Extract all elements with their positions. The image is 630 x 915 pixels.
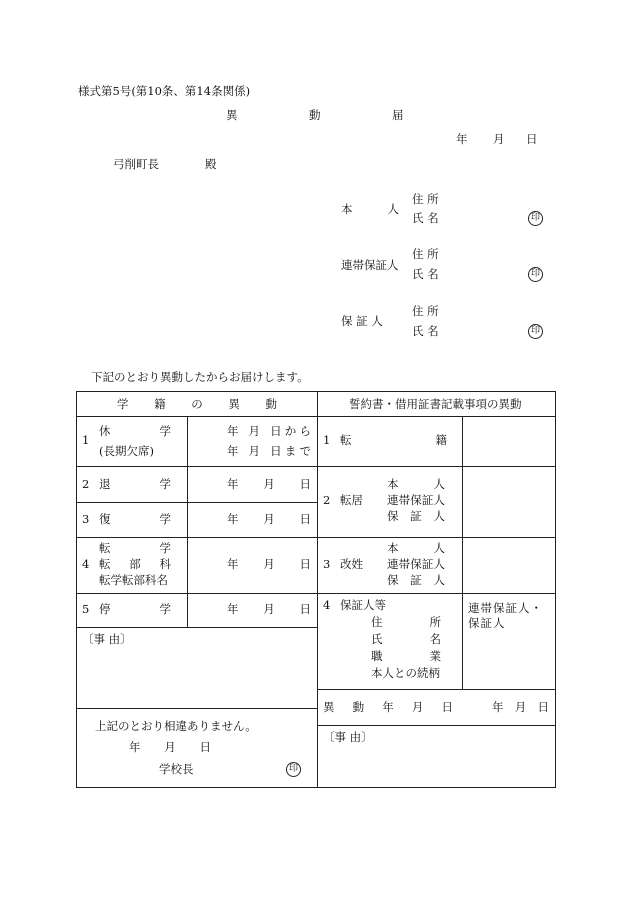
rule bbox=[77, 416, 317, 417]
address-label: 住 所 bbox=[412, 192, 439, 206]
seal-icon: 印 bbox=[286, 762, 301, 777]
move-date-label: 異 動 年 月 日 bbox=[323, 700, 453, 714]
reason-label: 〔事 由〕 bbox=[82, 632, 132, 646]
confirm-text: 上記のとおり相違ありません。 bbox=[95, 719, 257, 733]
name-label: 氏 名 bbox=[412, 211, 439, 225]
row-item: 連帯保証人 bbox=[387, 557, 445, 571]
seal-icon: 印 bbox=[528, 324, 543, 339]
row-date-from: 年 月 日から bbox=[227, 424, 311, 438]
rule bbox=[77, 708, 317, 709]
name-label: 氏 名 bbox=[412, 324, 439, 338]
rule bbox=[317, 725, 556, 726]
header-day: 日 bbox=[526, 132, 538, 146]
signatory-role: 保 証 人 bbox=[341, 314, 383, 328]
intro-text: 下記のとおり異動したからお届けします。 bbox=[91, 370, 309, 384]
rule bbox=[77, 593, 317, 594]
rule bbox=[77, 502, 317, 503]
principal-label: 学校長 bbox=[159, 762, 194, 776]
signatory-role: 連帯保証人 bbox=[341, 258, 399, 272]
rule bbox=[317, 466, 556, 467]
header-month: 月 bbox=[493, 132, 505, 146]
rule bbox=[77, 627, 317, 628]
row-number: 5 bbox=[82, 602, 90, 616]
change-table bbox=[76, 391, 556, 788]
addressee: 弓削町長 bbox=[113, 157, 159, 171]
reason-label: 〔事 由〕 bbox=[323, 730, 373, 744]
left-date-divider bbox=[187, 416, 188, 627]
row-number: 3 bbox=[323, 557, 331, 571]
row-item: 保 証 人 bbox=[387, 509, 445, 523]
row-label: 復 学 bbox=[99, 512, 171, 526]
rule bbox=[317, 416, 556, 417]
row-label: 保証人等 bbox=[340, 598, 386, 612]
honorific: 殿 bbox=[205, 157, 217, 171]
confirm-date: 年 月 日 bbox=[129, 740, 211, 754]
row-date: 年 月 日 bbox=[227, 557, 311, 571]
address-label: 住 所 bbox=[412, 247, 439, 261]
row-label: 転学転部科名 bbox=[99, 573, 168, 587]
address-label: 住 所 bbox=[412, 304, 439, 318]
seal-icon: 印 bbox=[528, 267, 543, 282]
row-label: 改姓 bbox=[340, 557, 363, 571]
right-col-divider bbox=[462, 416, 463, 689]
row-number: 4 bbox=[323, 598, 331, 612]
center-divider bbox=[317, 392, 318, 788]
title-char-3: 届 bbox=[392, 108, 404, 122]
form-number: 様式第5号(第10条、第14条関係) bbox=[78, 84, 251, 98]
row-label: 転 部 科 bbox=[99, 557, 171, 571]
rule bbox=[77, 466, 317, 467]
row-item: 本人との続柄 bbox=[371, 666, 440, 680]
row-date: 年 月 日 bbox=[227, 602, 311, 616]
row-number: 2 bbox=[82, 477, 90, 491]
row-item: 本 人 bbox=[387, 541, 445, 555]
row-item: 保 証 人 bbox=[387, 573, 445, 587]
row-label: 転 籍 bbox=[340, 433, 447, 447]
row-label: 退 学 bbox=[99, 477, 171, 491]
row-label: 転 学 bbox=[99, 541, 171, 555]
row-label: 休 学 bbox=[99, 424, 171, 438]
row-number: 3 bbox=[82, 512, 90, 526]
row-date: 年 月 日 bbox=[227, 512, 311, 526]
row-number: 4 bbox=[82, 557, 90, 571]
rule bbox=[317, 537, 556, 538]
title-char-1: 異 bbox=[226, 108, 238, 122]
title-char-2: 動 bbox=[309, 108, 321, 122]
row-label: 転居 bbox=[340, 493, 363, 507]
rule bbox=[77, 537, 317, 538]
row-item: 本 人 bbox=[387, 477, 445, 491]
row-date-to: 年 月 日まで bbox=[227, 444, 311, 458]
signatory-role: 本 人 bbox=[341, 202, 399, 216]
row-label: 停 学 bbox=[99, 602, 171, 616]
rule bbox=[317, 593, 556, 594]
row-item: 氏 名 bbox=[371, 632, 441, 646]
row-item: 職 業 bbox=[371, 649, 441, 663]
row-sublabel: (長期欠席) bbox=[99, 444, 154, 458]
row-number: 2 bbox=[323, 493, 331, 507]
right-header: 誓約書・借用証書記載事項の異動 bbox=[349, 397, 522, 411]
seal-icon: 印 bbox=[528, 211, 543, 226]
name-label: 氏 名 bbox=[412, 267, 439, 281]
header-year: 年 bbox=[456, 132, 468, 146]
row-item: 連帯保証人 bbox=[387, 493, 445, 507]
guarantor-side-label: 連帯保証人・保証人 bbox=[468, 601, 543, 630]
move-date-value: 年 月 日 bbox=[492, 700, 549, 714]
row-item: 住 所 bbox=[371, 615, 441, 629]
rule bbox=[317, 689, 556, 690]
left-header: 学 籍 の 異 動 bbox=[117, 397, 277, 411]
row-number: 1 bbox=[323, 433, 331, 447]
row-date: 年 月 日 bbox=[227, 477, 311, 491]
row-number: 1 bbox=[82, 433, 90, 447]
